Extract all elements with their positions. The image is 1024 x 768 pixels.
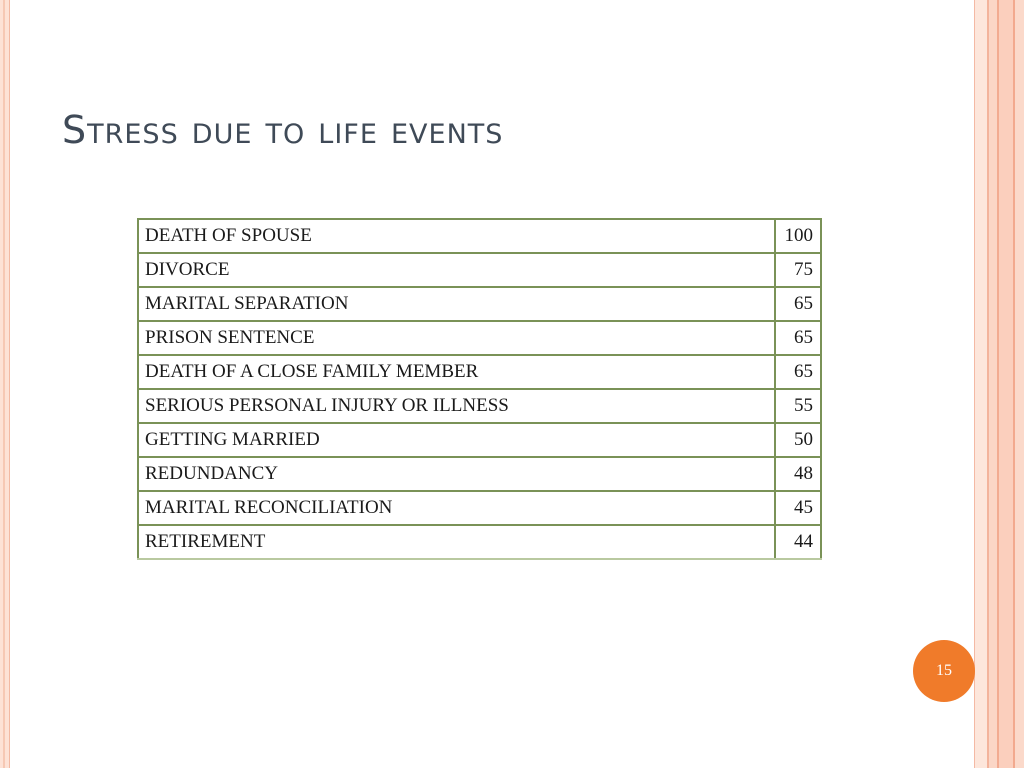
table-row: [138, 525, 821, 559]
event-score: 45: [775, 491, 821, 525]
page-number-badge: 15: [913, 640, 975, 702]
table-row: [138, 287, 821, 321]
table-row: [138, 491, 821, 525]
event-score: 100: [775, 219, 821, 253]
event-score: 48: [775, 457, 821, 491]
event-score: 50: [775, 423, 821, 457]
life-events-table: [137, 218, 822, 560]
event-score: 44: [775, 525, 821, 559]
event-score: 65: [775, 287, 821, 321]
table-row: [138, 355, 821, 389]
table-row: [138, 423, 821, 457]
table-row: [138, 457, 821, 491]
slide-title: Stress due to life events: [62, 108, 504, 152]
event-name: DEATH OF A CLOSE FAMILY MEMBER: [138, 355, 775, 389]
right-decorative-stripes: [974, 0, 1024, 768]
event-score: 65: [775, 355, 821, 389]
event-name: RETIREMENT: [138, 525, 775, 559]
event-score: 65: [775, 321, 821, 355]
table-row: [138, 321, 821, 355]
table-row: [138, 253, 821, 287]
event-name: GETTING MARRIED: [138, 423, 775, 457]
event-name: DIVORCE: [138, 253, 775, 287]
event-name: PRISON SENTENCE: [138, 321, 775, 355]
table-row: [138, 389, 821, 423]
event-score: 55: [775, 389, 821, 423]
event-name: REDUNDANCY: [138, 457, 775, 491]
left-decorative-border: [0, 0, 10, 768]
event-name: MARITAL RECONCILIATION: [138, 491, 775, 525]
event-name: SERIOUS PERSONAL INJURY OR ILLNESS: [138, 389, 775, 423]
table-row: [138, 219, 821, 253]
event-name: DEATH OF SPOUSE: [138, 219, 775, 253]
event-name: MARITAL SEPARATION: [138, 287, 775, 321]
event-score: 75: [775, 253, 821, 287]
